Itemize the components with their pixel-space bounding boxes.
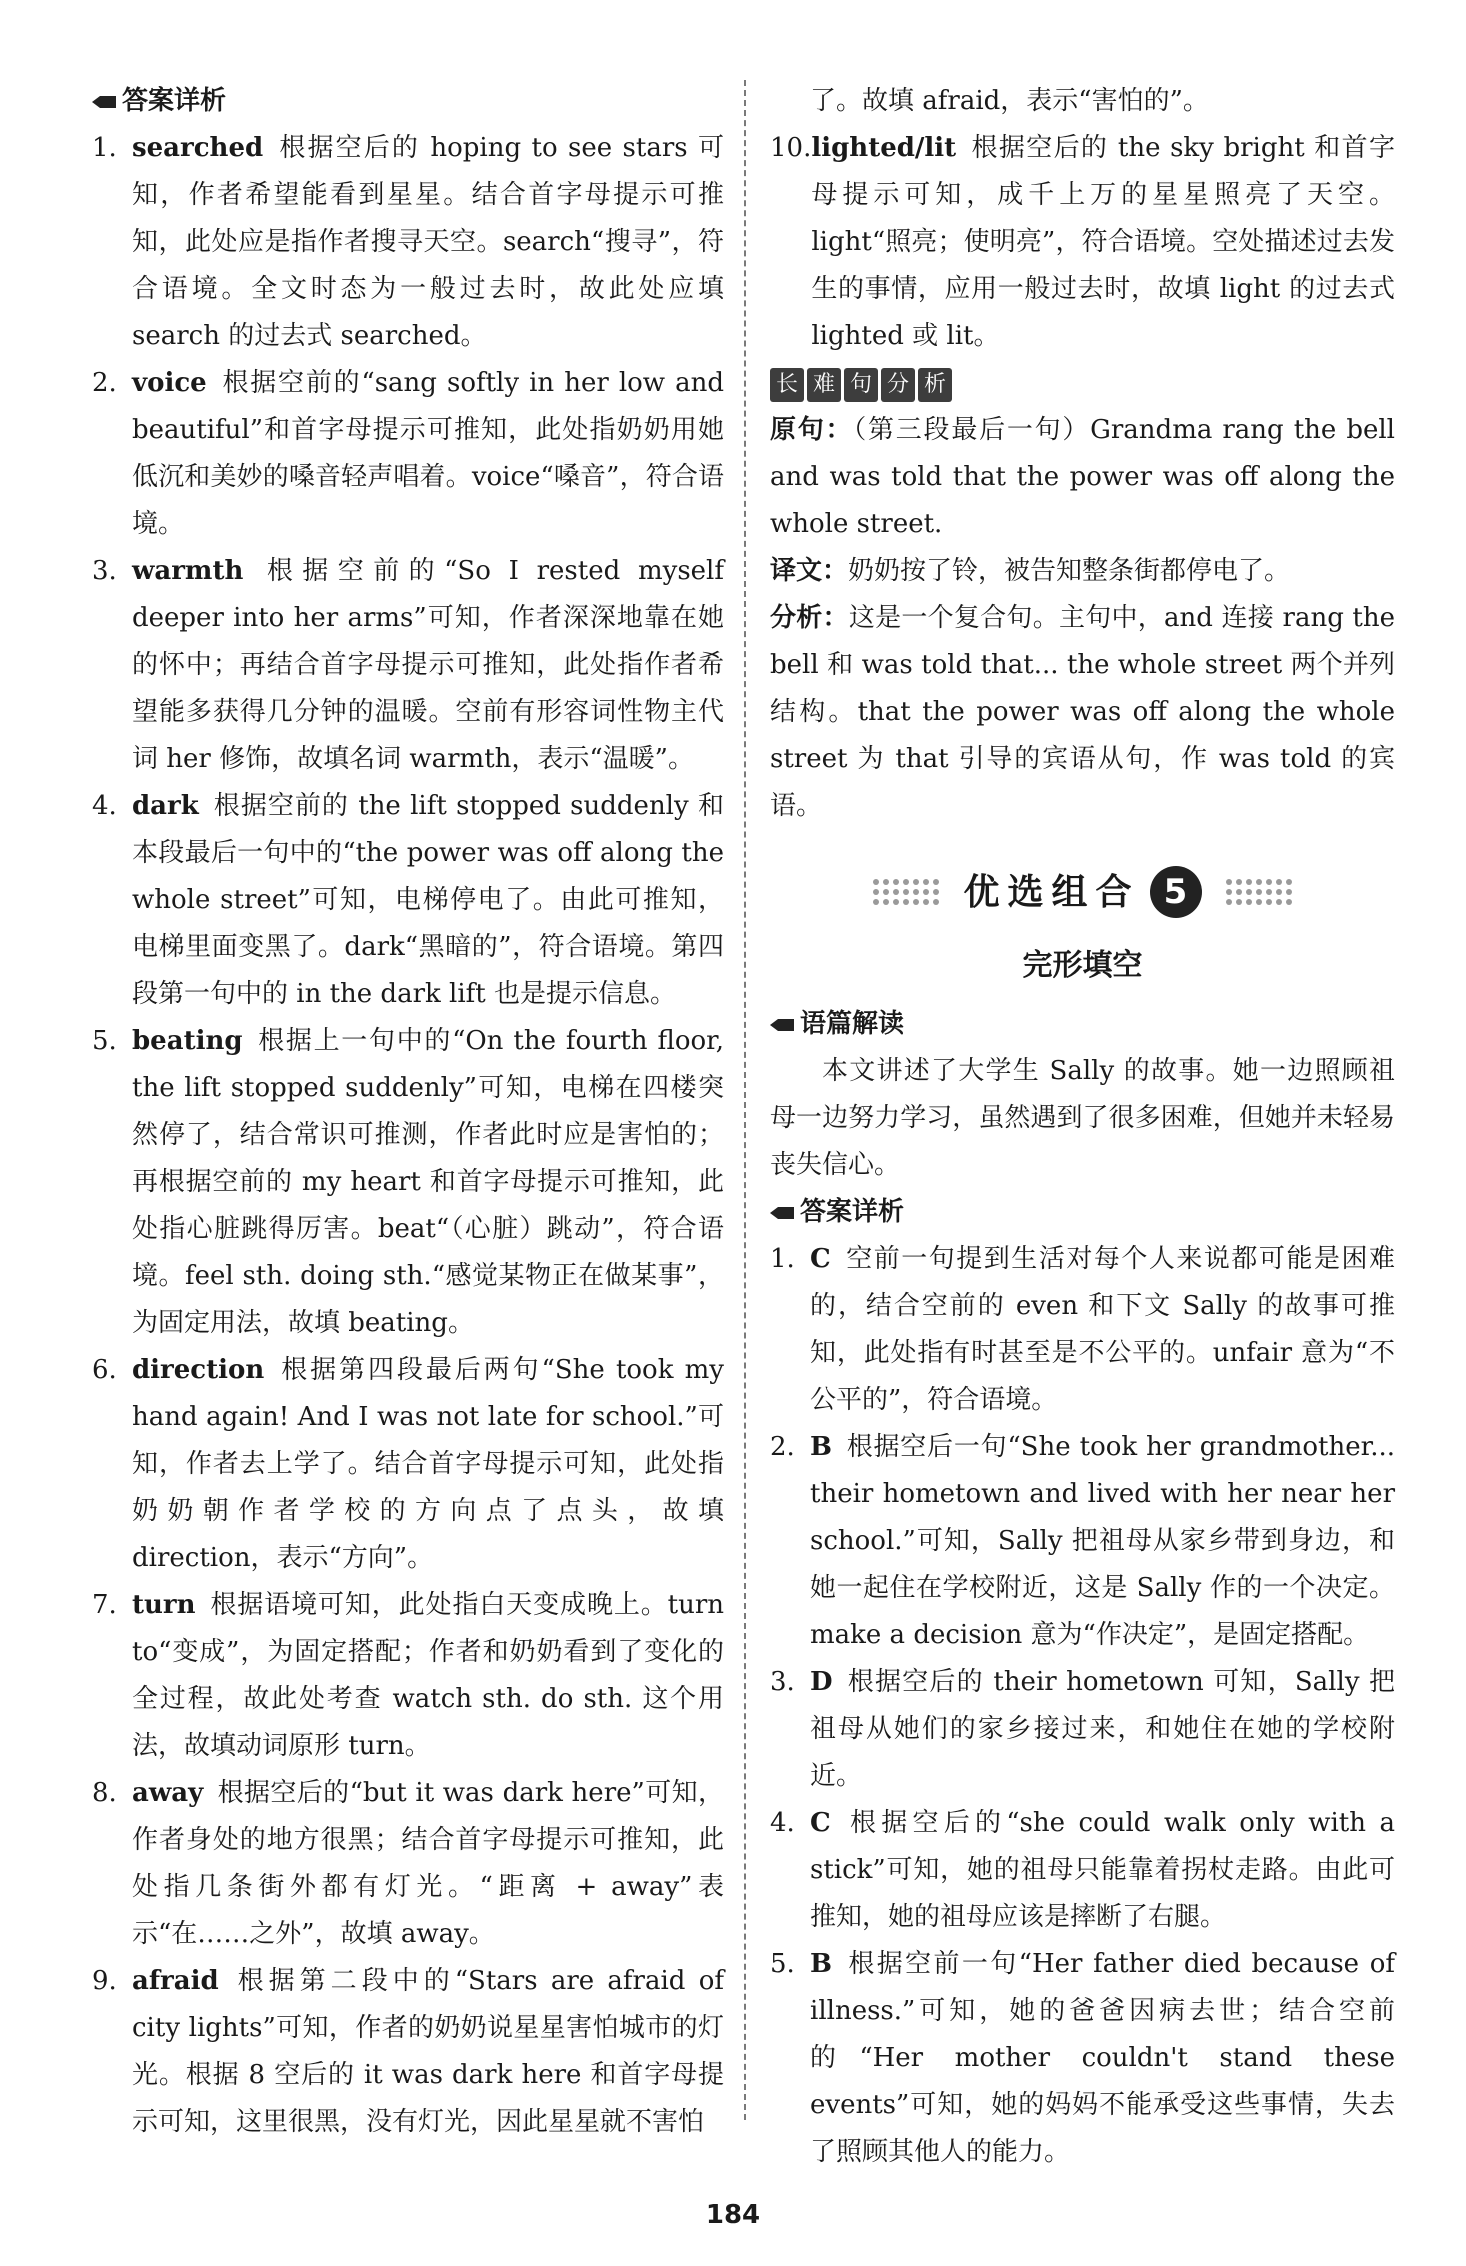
answer-word: lighted/lit	[811, 133, 957, 163]
answer-word: warmth	[132, 556, 244, 586]
answer-word: beating	[132, 1026, 243, 1056]
answer-item-3: 3. warmth 根据空前的“So I rested myself deeper into her arms”可知，作者深深地靠在她的怀中；再结合首字母提示可推知，此处指作者希望能多获得几分钟的温暖。空前有形容词性物主代词 her 修饰，故填名词 warmth，表示“温暖”。	[92, 556, 724, 774]
long-sentence-analysis-tag: 长 难 句 分 析	[770, 368, 952, 402]
reading-summary: 本文讲述了大学生 Sally 的故事。她一边照顾祖母一边努力学习，虽然遇到了很多困难，但她并未轻易丧失信心。	[770, 1056, 1395, 1180]
answer-item-1: 1. searched 根据空后的 hoping to see stars 可知，作者希望能看到星星。结合首字母提示可推知，此处应是指作者搜寻天空。search“搜寻”，符合语境。全文时态为一般过去时，故此处应填 search 的过去式 searched。	[92, 133, 724, 351]
original-sentence: 原句：（第三段最后一句）Grandma rang the bell and was told that the power was off along the whole street.	[770, 415, 1395, 539]
analysis: 分析：这是一个复合句。主句中，and 连接 rang the bell 和 was told that... the whole street 两个并列结构。that the power was off along the whole street 为 that 引导的宾语从句，作 was told 的宾语。	[770, 603, 1395, 821]
answer-item-9-continued: 了。故填 afraid，表示“害怕的”。	[810, 86, 1209, 116]
answer-item-5: 5. beating 根据上一句中的“On the fourth floor, the lift stopped suddenly”可知，电梯在四楼突然停了，结合常识可推测，作者此时应是害怕的；再根据空前的 my heart 和首字母提示可推知，此处指心脏跳得厉害。beat“（心脏）跳动”，符合语境。feel sth. doing sth.“感觉某物正在做某事”，为固定用法，故填 beating。	[92, 1026, 724, 1338]
cloze-answer-1: 1. C 空前一句提到生活对每个人来说都可能是困难的，结合空前的 even 和下文 Sally 的故事可推知，此处指有时甚至是不公平的。unfair 意为“不公平的”，符合语境。	[770, 1244, 1395, 1415]
answer-word: turn	[132, 1590, 196, 1620]
answer-analysis-heading: 答案详析	[92, 78, 724, 125]
answer-word: voice	[132, 368, 207, 398]
banner-number: 5	[1150, 866, 1202, 918]
translation: 译文：奶奶按了铃，被告知整条街都停电了。	[770, 556, 1291, 586]
page-number: 184	[705, 2200, 761, 2230]
answer-word: away	[132, 1778, 204, 1808]
answer-letter: B	[810, 1432, 832, 1462]
answer-item-4: 4. dark 根据空前的 the lift stopped suddenly 和本段最后一句中的“the power was off along the whole street”可知，电梯停电了。由此可推知，电梯里面变黑了。dark“黑暗的”，符合语境。第四段第一句中的 in the dark lift 也是提示信息。	[92, 791, 724, 1009]
cloze-answer-3: 3. D 根据空后的 their hometown 可知，Sally 把祖母从她们的家乡接过来，和她住在她的学校附近。	[770, 1667, 1395, 1791]
answer-letter: D	[810, 1667, 833, 1697]
column-divider	[744, 80, 746, 2120]
answer-item-10: 10. lighted/lit 根据空后的 the sky bright 和首字母提示可知，成千上万的星星照亮了天空。light“照亮；使明亮”，符合语境。空处描述过去发生的事情，应用一般过去时，故填 light 的过去式 lighted 或 lit。	[770, 133, 1395, 351]
answer-word: dark	[132, 791, 199, 821]
answer-letter: C	[810, 1244, 831, 1274]
pencil-icon	[92, 94, 116, 110]
pencil-icon	[770, 1017, 794, 1033]
section-banner	[770, 866, 1395, 918]
reading-heading: 语篇解读	[770, 1001, 1395, 1048]
answer-item-7: 7. turn 根据语境可知，此处指白天变成晚上。turn to“变成”，为固定搭配；作者和奶奶看到了变化的全过程，故此处考查 watch sth. do sth. 这个用法，故填动词原形 turn。	[92, 1590, 724, 1761]
answer-item-2: 2. voice 根据空前的“sang softly in her low and beautiful”和首字母提示可推知，此处指奶奶用她低沉和美妙的嗓音轻声唱着。voice“嗓音”，符合语境。	[92, 368, 724, 539]
banner-title: 优选组合	[963, 871, 1140, 913]
answer-letter: B	[810, 1949, 832, 1979]
answer-word: direction	[132, 1355, 265, 1385]
answer-item-6: 6. direction 根据第四段最后两句“She took my hand again! And I was not late for school.”可知，作者去上学了。结合首字母提示可知，此处指奶奶朝作者学校的方向点了点头，故填 direction，表示“方向”。	[92, 1355, 724, 1573]
answer-word: searched	[132, 133, 264, 163]
cloze-answer-2: 2. B 根据空后一句“She took her grandmother... their hometown and lived with her near her school.”可知，Sally 把祖母从家乡带到身边，和她一起住在学校附近，这是 Sally 作的一个决定。make a decision 意为“作决定”，是固定搭配。	[770, 1432, 1395, 1650]
answer-item-8: 8. away 根据空后的“but it was dark here”可知，作者身处的地方很黑；结合首字母提示可推知，此处指几条街外都有灯光。“距离 + away”表示“在……之外”，故填 away。	[92, 1778, 724, 1949]
dots-decoration-right	[1226, 879, 1292, 905]
answers-heading: 答案详析	[770, 1189, 1395, 1236]
section-title: 完形填空	[1022, 948, 1143, 983]
answer-letter: C	[810, 1808, 831, 1838]
dots-decoration-left	[873, 879, 939, 905]
left-column	[92, 78, 724, 2146]
pencil-icon	[770, 1205, 794, 1221]
answer-item-9: 9. afraid 根据第二段中的“Stars are afraid of city lights”可知，作者的奶奶说星星害怕城市的灯光。根据 8 空后的 it was dark here 和首字母提示可知，这里很黑，没有灯光，因此星星就不害怕	[92, 1966, 724, 2137]
answer-word: afraid	[132, 1966, 219, 1996]
right-column	[770, 78, 1395, 2176]
cloze-answer-4: 4. C 根据空后的“she could walk only with a stick”可知，她的祖母只能靠着拐杖走路。由此可推知，她的祖母应该是摔断了右腿。	[770, 1808, 1395, 1932]
cloze-answer-5: 5. B 根据空前一句“Her father died because of illness.”可知，她的爸爸因病去世；结合空前的“Her mother couldn't stand these events”可知，她的妈妈不能承受这些事情，失去了照顾其他人的能力。	[770, 1949, 1395, 2167]
